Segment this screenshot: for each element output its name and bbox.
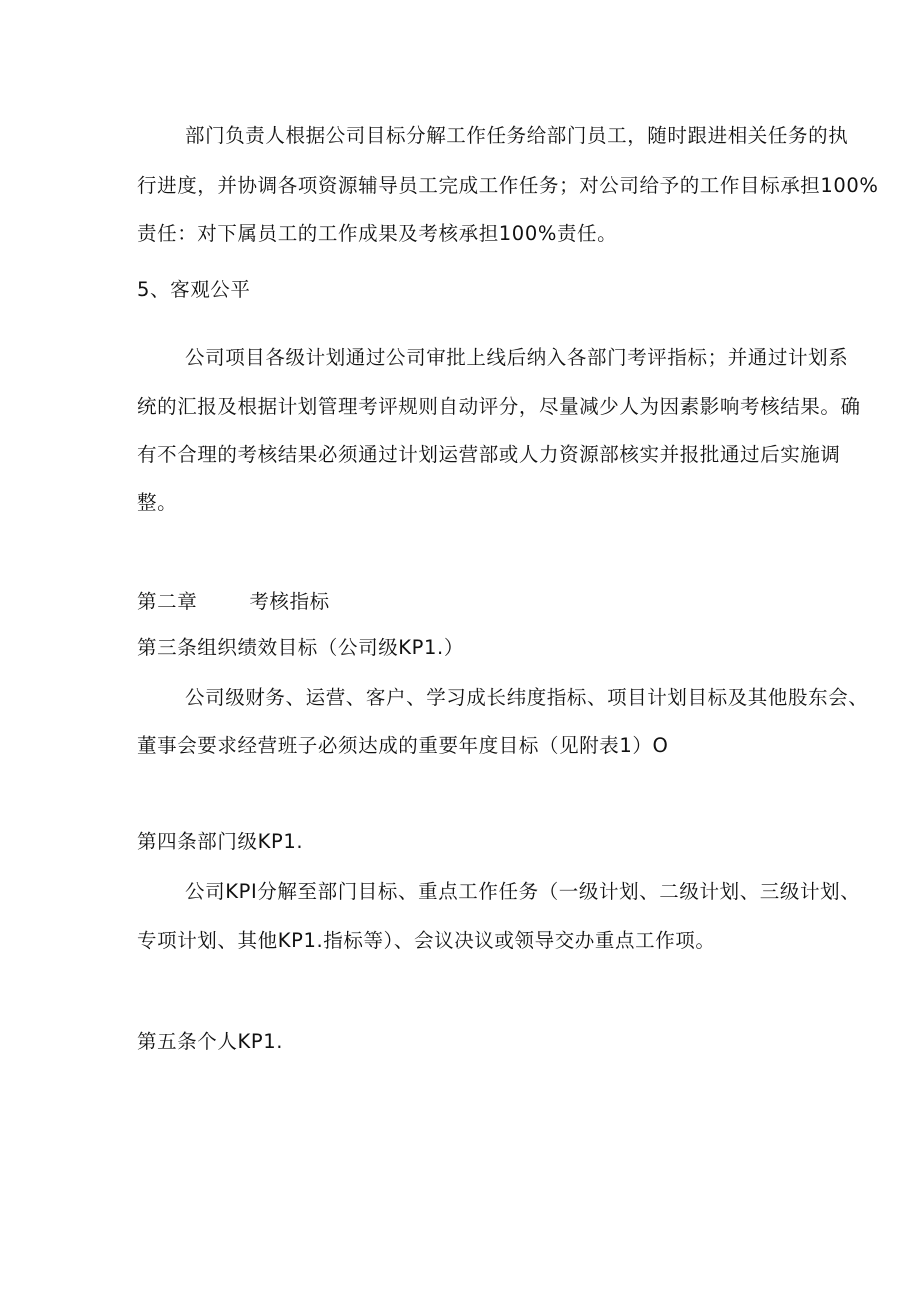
chapter-title: 考核指标	[249, 590, 330, 613]
article-5-heading: 第五条个人KP1.	[137, 1030, 284, 1053]
chapter-number: 第二章	[137, 590, 198, 613]
article-4-heading: 第四条部门级KP1.	[137, 830, 304, 853]
chapter-heading	[137, 592, 330, 612]
article-3-line-2: 董事会要求经营班子必须达成的重要年度目标（见附表1）O	[137, 734, 669, 757]
paragraph-1-line-3: 责任：对下属员工的工作成果及考核承担100%责任。	[137, 222, 618, 245]
paragraph-2-line-2: 统的汇报及根据计划管理考评规则自动评分，尽量减少人为因素影响考核结果。确	[137, 395, 861, 418]
paragraph-2-line-1: 公司项目各级计划通过公司审批上线后纳入各部门考评指标；并通过计划系	[185, 346, 849, 369]
paragraph-1-line-1: 部门负责人根据公司目标分解工作任务给部门员工，随时跟进相关任务的执	[185, 124, 849, 147]
article-3-heading: 第三条组织绩效目标（公司级KP1.）	[137, 636, 464, 659]
section-5-heading: 5、客观公平	[137, 278, 251, 301]
paragraph-2-line-4: 整。	[137, 491, 178, 514]
article-4-line-1: 公司KPI分解至部门目标、重点工作任务（一级计划、二级计划、三级计划、	[185, 880, 861, 903]
paragraph-2-line-3: 有不合理的考核结果必须通过计划运营部或人力资源部核实并报批通过后实施调	[137, 443, 841, 466]
paragraph-1-line-2: 行进度，并协调各项资源辅导员工完成工作任务；对公司给予的工作目标承担100%	[137, 174, 879, 197]
article-3-line-1: 公司级财务、运营、客户、学习成长纬度指标、项目计划目标及其他股东会、	[185, 686, 869, 709]
article-4-line-2: 专项计划、其他KP1.指标等）、会议决议或领导交办重点工作项。	[137, 929, 716, 952]
